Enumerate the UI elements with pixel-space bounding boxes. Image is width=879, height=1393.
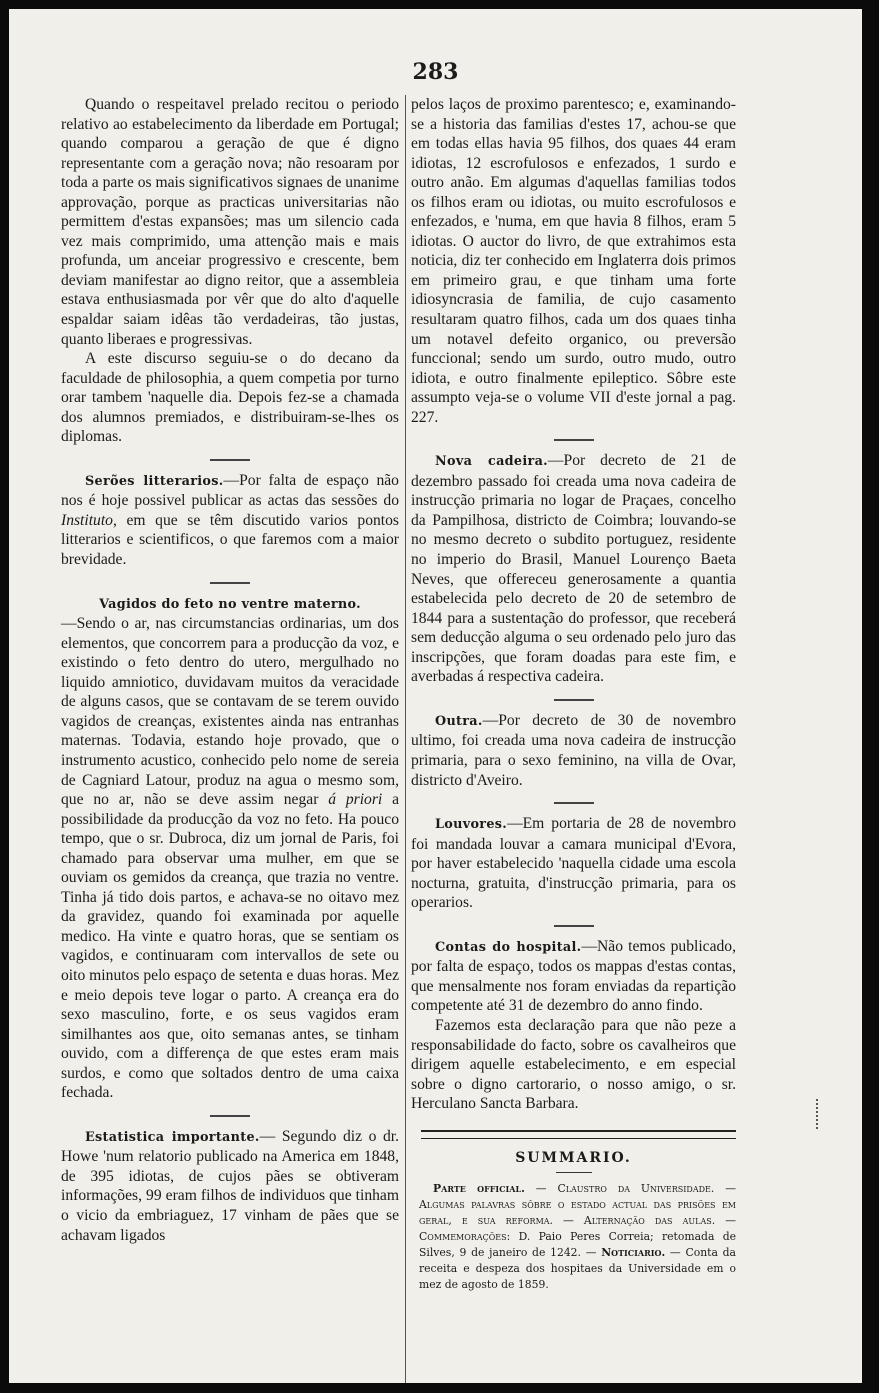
- article-paragraph: Fazemos esta declaração para que não peze a responsabilidade do facto, sobre os cavalheiros que dirigem aquelle estabelecimento, e em especial sobre o digno cartorario, o nosso amigo, o sr. Herculano Sancta Barbara.: [411, 1016, 736, 1113]
- section-separator: [554, 439, 594, 441]
- article-paragraph: Quando o respeitavel prelado recitou o periodo relativo ao estabelecimento da liberdade em Portugal; quando comparou a geração de que é digno representante com a geração nova; não resoaram por toda a parte os mais significativos signaes de unanime approvação, porque as practicas universitarias não permittem d'estas expansões; mas um silencio cada vez mais comprimido, uma attenção mais e mais profunda, um anceiar progressivo e crescente, bem deviam manifestar ao digno reitor, que a assembleia estava enthusiasmada por vêr que do alto d'aquelle espaldar saiam idêas tão verdadeiras, tão justas, quanto liberaes e progressivas.: [61, 96, 399, 348]
- item-text: —Não temos publicado, por falta de espaço, todos os mappas d'estas contas, que mensalmente nos foram enviadas da repartição competente até 31 de dezembro do anno findo.: [411, 937, 736, 1015]
- section-separator: [554, 699, 594, 701]
- section-heading: Serões litterarios.: [85, 473, 224, 489]
- section-separator: [554, 925, 594, 927]
- item-text: a possibilidade da producção da voz no feto. Ha pouco tempo, que o sr. Dubroca, diz um jornal de Paris, foi chamado para observar uma mulher, em que se ouviam os gemidos da creança, que trazia no ventre. Tinha já tido dois partos, e achava-se no oitavo mez da gravidez, quando foi examinada por aquelle medico. Ha vinte e quatro horas, que se sentiam os vagidos, e continuaram com intervallos de sete ou oito minutos pelo espaço de setenta e duas horas. Mez e meio depois teve logar o parto. A creança era do sexo masculino, forte, e os seus vagidos eram similhantes aos que, oito semanas antes, se tinham ouvido, com a differença de que estes eram mais surdos, e como que soltados dentro de uma caixa fechada.: [61, 791, 399, 1102]
- section-heading: Vagidos do feto no ventre materno.: [99, 596, 361, 612]
- section-separator: [210, 582, 250, 584]
- item-text: —Sendo o ar, nas circumstancias ordinarias, um dos elementos, que concorrem para a producção da voz, e existindo o feto dentro do utero, mergulhado no liquido amniotico, duvidavam muitos da veracidade de alguns casos, que se contavam de se terem ouvido vagidos de creanças, existentes ainda nas entranhas maternas. Todavia, estando hoje provado, que o instrumento acustico, conhecido pelo nome de sereia de Cagniard Latour, produz na agua o mesmo som, que no ar, não se deve assim negar: [61, 615, 399, 809]
- item-text: , em que se têm discutido varios pontos litterarios e scientificos, o que faremos com a maior brevidade.: [61, 511, 399, 569]
- section-heading: Outra.: [435, 713, 483, 729]
- summary-rule: [421, 1130, 736, 1139]
- summary-title: SUMMARIO.: [515, 1149, 632, 1166]
- summary-section-label: Noticiario.: [601, 1246, 666, 1260]
- item-text: —Por decreto de 21 de dezembro passado foi creada uma nova cadeira de instrucção primaria no logar de Praçaes, concelho da Pampilhosa, districto de Coimbra; louvando-se no mesmo decreto o subdito portuguez, residente no imperio do Brasil, Manuel Lourenço Baeta Neves, que offereceu generosamente a quantia estabelecida pelo decreto de 20 de setembro de 1844 para a sustentação do professor, que receberá sem deducção alguma o seu ordenado pelo juro das inscripções, que foram doadas para este fim, e averbadas á respectiva cadeira.: [411, 452, 736, 686]
- left-column: [61, 95, 399, 1245]
- section-heading-line: [61, 594, 399, 615]
- summary-underline: [556, 1172, 592, 1173]
- paper-speck: [816, 1099, 822, 1129]
- summary-text: — Conta da receita e despeza dos hospitaes da Universidade em o mez de agosto de 1859.: [419, 1246, 736, 1292]
- news-item-vagidos: [61, 614, 399, 1103]
- section-heading: Contas do hospital.: [435, 939, 582, 955]
- section-heading: Estatistica importante.: [85, 1129, 260, 1145]
- page-number: 283: [412, 59, 459, 85]
- item-text: —Em portaria de 28 de novembro foi mandada louvar a camara municipal d'Evora, por haver estabelecido 'naquella cidade uma escola nocturna, gratuita, d'instrucção primaria, para os operarios.: [411, 815, 736, 912]
- item-text: —Por falta de espaço não nos é hoje possivel publicar as actas das sessões do: [61, 471, 399, 510]
- news-item-contas: [411, 937, 736, 1016]
- news-item-nova-cadeira: [411, 451, 736, 687]
- news-item-seroes: [61, 471, 399, 570]
- newspaper-page: [9, 9, 862, 1383]
- summary-body: [419, 1181, 736, 1293]
- summary-text: — Claustro da Universidade. — Algumas palavras sôbre o estado actual das prisões em geral, e sua reforma. — Alternação das aulas. — Commemorações:: [419, 1182, 736, 1244]
- italic-text: á priori: [328, 791, 383, 809]
- section-heading: Nova cadeira.: [435, 454, 548, 470]
- item-text: —Por decreto de 30 de novembro ultimo, foi creada uma nova cadeira de instrucção primaria, para o sexo feminino, na villa de Ovar, districto d'Aveiro.: [411, 711, 736, 789]
- section-separator: [554, 802, 594, 804]
- news-item-estatistica: [61, 1127, 399, 1245]
- section-heading: Louvores.: [435, 817, 508, 833]
- summary-section-label: Parte official.: [433, 1182, 525, 1196]
- section-separator: [210, 459, 250, 461]
- item-text: — Segundo diz o dr. Howe 'num relatorio publicado na America em 1848, de 395 idiotas, de cujos pães se obtiveram informações, 99 eram filhos de individuos que tinham o vicio da embriaguez, 17 vinham de pães que se achavam ligados: [61, 1127, 399, 1244]
- section-separator: [210, 1115, 250, 1117]
- italic-text: Instituto: [61, 511, 113, 529]
- article-paragraph: A este discurso seguiu-se o do decano da faculdade de philosophia, a quem competia por turno orar tambem 'naquelle dia. Depois fez-se a chamada dos alumnos premiados, e distribuiram-se-lhes os diplomas.: [61, 350, 399, 446]
- article-continuation: pelos laços de proximo parentesco; e, examinando-se a historia das familias d'estes 17, achou-se que em todas ellas havia 95 filhos, dos quaes 44 eram idiotas, 12 escrofulosos e enfezados, 1 surdo e outro anão. Em algumas d'aquellas familias todos os filhos eram ou idiotas, ou muito escrofulosos e enfezados, e 'numa, em que havia 8 filhos, eram 5 idiotas. O auctor do livro, de que extrahimos esta noticia, diz ter conhecido em Inglaterra dois primos em primeiro grau, e que tinham uma forte idiosyncrasia de familia, de cujo casamento resultaram quatro filhos, cada um dos quaes tinha um notavel defeito organico, ou preversão funccional; sendo um surdo, outro mudo, outro idiota, e outro finalmente epileptico. Sôbre este assumpto veja-se o volume VII d'este jornal a pag. 227.: [411, 96, 736, 426]
- news-item-louvores: [411, 814, 736, 913]
- column-divider: [405, 95, 406, 1383]
- summary-text: D. Paio Peres Correia; retomada de Silves, 9 de janeiro de 1242. —: [419, 1230, 736, 1260]
- news-item-outra: [411, 711, 736, 790]
- right-column: [411, 95, 736, 1293]
